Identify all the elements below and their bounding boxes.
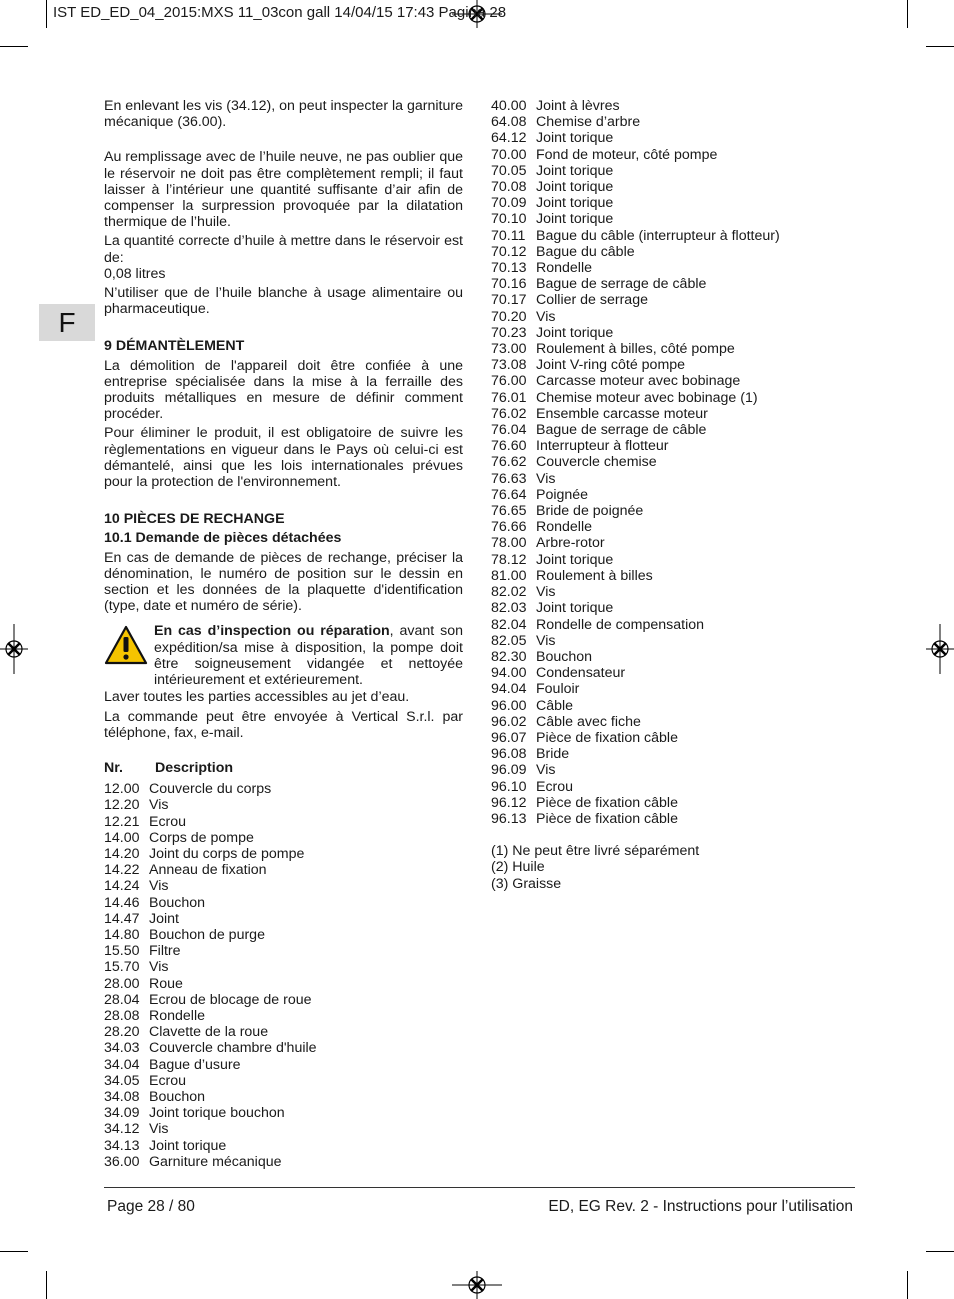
part-description: Bouchon <box>149 1088 206 1105</box>
part-number: 76.62 <box>491 454 527 471</box>
part-number: 34.08 <box>104 1088 140 1105</box>
warning-block <box>104 623 463 688</box>
part-description: Joint torique <box>536 551 614 568</box>
part-description: Rondelle <box>149 1007 206 1024</box>
parts-list <box>491 98 831 827</box>
crop-mark <box>0 1251 28 1252</box>
part-number: 14.47 <box>104 910 140 927</box>
part-number: 12.21 <box>104 813 140 830</box>
list-item <box>491 114 831 130</box>
part-description: Joint V-ring côté pompe <box>536 357 686 374</box>
crop-mark <box>907 0 908 28</box>
list-item <box>491 309 831 325</box>
part-description: Pièce de fixation câble <box>536 729 678 746</box>
list-item <box>491 633 831 649</box>
part-number: 73.00 <box>491 341 527 358</box>
part-description: Arbre-rotor <box>536 535 605 552</box>
list-item <box>104 1024 463 1040</box>
list-item <box>491 244 831 260</box>
part-description: Vis <box>149 797 169 814</box>
part-number: 76.00 <box>491 373 527 390</box>
paragraph: En cas de demande de pièces de rechange, préciser la dénomination, le numéro de position sur le dessin en section et les données de la plaquette d'identification (type, date et numéro de série). <box>104 549 463 615</box>
part-description: Roue <box>149 975 183 992</box>
list-item <box>104 1057 463 1073</box>
part-number: 96.13 <box>491 810 527 827</box>
list-item <box>491 779 831 795</box>
part-description: Joint torique <box>536 211 614 228</box>
list-item <box>104 814 463 830</box>
part-number: 70.09 <box>491 195 527 212</box>
part-number: 34.03 <box>104 1040 140 1057</box>
part-description: Collier de serrage <box>536 292 648 309</box>
part-description: Fouloir <box>536 681 580 698</box>
list-item <box>491 795 831 811</box>
part-number: 12.20 <box>104 797 140 814</box>
part-number: 34.04 <box>104 1056 140 1073</box>
part-description: Vis <box>536 470 556 487</box>
part-number: 96.09 <box>491 762 527 779</box>
part-number: 76.60 <box>491 438 527 455</box>
part-number: 76.02 <box>491 405 527 422</box>
part-number: 40.00 <box>491 98 527 114</box>
list-item <box>104 1040 463 1056</box>
paragraph: La démolition de l'appareil doit être confiée à une entreprise spécialisée dans la mise à la ferraille des produits métalliques en mesure de définir comment procéder. <box>104 357 463 423</box>
part-description: Filtre <box>149 943 181 960</box>
part-number: 94.00 <box>491 665 527 682</box>
part-number: 70.10 <box>491 211 527 228</box>
part-description: Joint torique <box>536 162 614 179</box>
part-number: 96.08 <box>491 746 527 763</box>
right-column <box>491 98 831 892</box>
part-description: Bride <box>536 746 570 763</box>
list-item <box>491 746 831 762</box>
part-number: 14.20 <box>104 845 140 862</box>
list-item <box>104 1073 463 1089</box>
paragraph: N’utiliser que de l’huile blanche à usage alimentaire ou pharmaceutique. <box>104 285 463 318</box>
list-item <box>491 503 831 519</box>
part-number: 64.12 <box>491 130 527 147</box>
column-header-description: Description <box>155 759 234 776</box>
list-item <box>491 341 831 357</box>
subsection-heading: 10.1 Demande de pièces détachées <box>104 530 342 547</box>
part-description: Carcasse moteur avec bobinage <box>536 373 741 390</box>
part-description: Chemise moteur avec bobinage (1) <box>536 389 758 406</box>
list-item <box>491 535 831 551</box>
part-number: 76.65 <box>491 503 527 520</box>
section-heading: 10 PIÈCES DE RECHANGE <box>104 511 285 528</box>
part-description: Couvercle chambre d'huile <box>149 1040 317 1057</box>
part-number: 70.00 <box>491 146 527 163</box>
part-description: Vis <box>149 1121 169 1138</box>
part-description: Joint torique <box>536 600 614 617</box>
list-item <box>491 179 831 195</box>
document-title: ED, EG Rev. 2 - Instructions pour l’utilisation <box>548 1198 853 1215</box>
part-description: Bride de poignée <box>536 503 644 520</box>
list-item <box>491 163 831 179</box>
list-item <box>491 600 831 616</box>
part-number: 12.00 <box>104 781 140 798</box>
list-item <box>491 406 831 422</box>
part-description: Joint torique <box>536 179 614 196</box>
part-number: 15.70 <box>104 959 140 976</box>
part-description: Anneau de fixation <box>149 862 267 879</box>
part-number: 70.05 <box>491 162 527 179</box>
registration-mark-icon <box>452 1271 502 1299</box>
part-number: 82.03 <box>491 600 527 617</box>
part-description: Vis <box>536 632 556 649</box>
part-number: 70.08 <box>491 179 527 196</box>
list-item <box>491 325 831 341</box>
part-description: Ecrou <box>149 813 187 830</box>
part-number: 70.11 <box>491 227 526 244</box>
part-number: 78.12 <box>491 551 527 568</box>
footnote: (1) Ne peut être livré séparément <box>491 843 700 860</box>
part-number: 70.20 <box>491 308 527 325</box>
part-number: 94.04 <box>491 681 527 698</box>
part-description: Couvercle du corps <box>149 781 272 798</box>
part-number: 96.10 <box>491 778 527 795</box>
list-item <box>491 390 831 406</box>
section-tab: F <box>39 304 95 341</box>
part-description: Corps de pompe <box>149 829 254 846</box>
registration-mark-icon <box>926 624 954 674</box>
list-item <box>104 1154 463 1170</box>
part-number: 70.13 <box>491 260 527 277</box>
part-description: Joint torique <box>536 324 614 341</box>
part-number: 34.12 <box>104 1121 140 1138</box>
paragraph: Au remplissage avec de l’huile neuve, ne pas oublier que le réservoir ne doit pas être complètement rempli; il faut laisser à l’intérieur une quantité suffisante d’air afin de compenser la surpression provoquée par la dilatation thermique de l’huile. <box>104 149 463 231</box>
footnote: (3) Graisse <box>491 875 562 892</box>
list-item <box>104 846 463 862</box>
paragraph: La commande peut être envoyée à Vertical S.r.l. par téléphone, fax, e-mail. <box>104 708 463 741</box>
list-item <box>491 698 831 714</box>
warning-triangle-icon <box>104 625 148 665</box>
part-description: Rondelle <box>536 260 593 277</box>
part-description: Couvercle chemise <box>536 454 657 471</box>
part-number: 70.12 <box>491 243 527 260</box>
part-description: Joint torique <box>536 130 614 147</box>
list-item <box>104 830 463 846</box>
list-item <box>491 730 831 746</box>
list-item <box>104 992 463 1008</box>
list-item <box>104 781 463 797</box>
list-item <box>491 487 831 503</box>
list-item <box>104 1121 463 1137</box>
part-number: 28.00 <box>104 975 140 992</box>
crop-mark <box>926 46 954 47</box>
part-description: Bague du câble (interrupteur à flotteur) <box>536 227 780 244</box>
part-description: Bague d’usure <box>149 1056 241 1073</box>
list-item <box>491 373 831 389</box>
part-number: 96.07 <box>491 729 527 746</box>
list-item <box>491 552 831 568</box>
paragraph: En enlevant les vis (34.12), on peut inspecter la garniture mécanique (36.00). <box>104 98 463 131</box>
list-item <box>491 471 831 487</box>
part-description: Vis <box>536 308 556 325</box>
warning-rest: , avant son expédition/sa mise à disposition, la pompe doit être soigneusement vidangée et nettoyée intérieurement et extérieurement. <box>154 623 463 689</box>
list-item <box>491 811 831 827</box>
part-description: Garniture mécanique <box>149 1153 282 1170</box>
part-description: Interrupteur à flotteur <box>536 438 669 455</box>
part-description: Roulement à billes <box>536 567 653 584</box>
list-item <box>491 454 831 470</box>
part-number: 76.64 <box>491 486 527 503</box>
left-column <box>104 98 463 1170</box>
crop-mark <box>46 1271 47 1299</box>
warning-bold: En cas d’inspection ou réparation <box>154 623 390 640</box>
list-item <box>104 862 463 878</box>
list-item <box>104 1008 463 1024</box>
list-item <box>104 1089 463 1105</box>
part-number: 96.02 <box>491 713 527 730</box>
part-description: Ecrou <box>536 778 574 795</box>
part-description: Clavette de la roue <box>149 1024 269 1041</box>
list-item <box>491 422 831 438</box>
list-item <box>104 976 463 992</box>
list-item <box>491 617 831 633</box>
paragraph: Laver toutes les parties accessibles au jet d’eau. <box>104 689 410 706</box>
part-description: Bouchon <box>149 894 206 911</box>
part-number: 82.05 <box>491 632 527 649</box>
part-number: 34.13 <box>104 1137 140 1154</box>
list-item <box>491 438 831 454</box>
list-item <box>491 584 831 600</box>
part-number: 28.20 <box>104 1024 140 1041</box>
part-description: Rondelle de compensation <box>536 616 704 633</box>
part-description: Vis <box>149 959 169 976</box>
printer-slug: IST ED_ED_04_2015:MXS 11_03con gall 14/04/15 17:43 Pagina 28 <box>53 4 507 21</box>
list-item <box>104 878 463 894</box>
part-number: 28.04 <box>104 991 140 1008</box>
part-description: Rondelle <box>536 519 593 536</box>
list-item <box>491 519 831 535</box>
part-description: Condensateur <box>536 665 626 682</box>
part-number: 70.16 <box>491 276 527 293</box>
part-description: Bague du câble <box>536 243 635 260</box>
part-number: 96.00 <box>491 697 527 714</box>
part-description: Pièce de fixation câble <box>536 794 678 811</box>
part-number: 14.46 <box>104 894 140 911</box>
part-number: 36.00 <box>104 1153 140 1170</box>
part-number: 14.22 <box>104 862 140 879</box>
part-description: Joint torique <box>149 1137 227 1154</box>
part-number: 82.02 <box>491 584 527 601</box>
part-description: Ecrou de blocage de roue <box>149 991 312 1008</box>
part-number: 34.09 <box>104 1105 140 1122</box>
list-item <box>491 568 831 584</box>
list-item <box>491 665 831 681</box>
part-number: 70.23 <box>491 324 527 341</box>
part-number: 76.63 <box>491 470 527 487</box>
paragraph: Pour éliminer le produit, il est obligatoire de suivre les règlementations en vigueur dans le Pays où celui-ci est démantelé, ainsi que les lois internationales prévues pour la protection de l'environnement. <box>104 425 463 491</box>
part-number: 73.08 <box>491 357 527 374</box>
list-item <box>491 714 831 730</box>
paragraph: 0,08 litres <box>104 265 166 282</box>
part-number: 76.66 <box>491 519 527 536</box>
part-number: 70.17 <box>491 292 527 309</box>
part-description: Joint <box>149 910 179 927</box>
list-item <box>104 927 463 943</box>
part-description: Câble avec fiche <box>536 713 641 730</box>
crop-mark <box>46 0 47 28</box>
registration-mark-icon <box>0 624 28 674</box>
warning-text <box>104 623 463 688</box>
parts-table-header <box>104 760 463 776</box>
list-item <box>104 911 463 927</box>
parts-list <box>104 781 463 1170</box>
paragraph: La quantité correcte d’huile à mettre dans le réservoir est de: <box>104 233 463 266</box>
list-item <box>491 98 831 114</box>
part-description: Roulement à billes, côté pompe <box>536 341 735 358</box>
list-item <box>491 130 831 146</box>
part-number: 76.01 <box>491 389 527 406</box>
crop-mark <box>0 46 28 47</box>
crop-mark <box>907 1271 908 1299</box>
part-description: Poignée <box>536 486 589 503</box>
part-number: 81.00 <box>491 567 527 584</box>
list-item <box>104 959 463 975</box>
list-item <box>491 292 831 308</box>
part-number: 96.12 <box>491 794 527 811</box>
section-heading: 9 DÉMANTÈLEMENT <box>104 338 245 355</box>
page-number: Page 28 / 80 <box>107 1198 195 1215</box>
part-description: Bouchon <box>536 648 593 665</box>
part-number: 14.24 <box>104 878 140 895</box>
list-item <box>104 1138 463 1154</box>
part-description: Joint torique <box>536 195 614 212</box>
part-description: Joint torique bouchon <box>149 1105 285 1122</box>
list-item <box>104 1105 463 1121</box>
list-item <box>491 147 831 163</box>
part-number: 28.08 <box>104 1007 140 1024</box>
part-number: 78.00 <box>491 535 527 552</box>
list-item <box>491 195 831 211</box>
list-item <box>491 228 831 244</box>
list-item <box>104 943 463 959</box>
part-description: Ensemble carcasse moteur <box>536 405 708 422</box>
part-description: Vis <box>149 878 169 895</box>
part-description: Chemise d’arbre <box>536 114 641 131</box>
part-description: Vis <box>536 584 556 601</box>
part-description: Vis <box>536 762 556 779</box>
list-item <box>491 211 831 227</box>
footer-rule <box>104 1187 855 1188</box>
part-description: Pièce de fixation câble <box>536 810 678 827</box>
part-number: 14.80 <box>104 926 140 943</box>
crop-mark <box>926 1251 954 1252</box>
footnotes-list <box>491 843 831 892</box>
list-item <box>491 276 831 292</box>
list-item <box>104 895 463 911</box>
list-item <box>491 357 831 373</box>
part-number: 82.04 <box>491 616 527 633</box>
part-description: Joint du corps de pompe <box>149 845 305 862</box>
column-header-nr: Nr. <box>104 759 123 776</box>
list-item <box>491 762 831 778</box>
part-number: 82.30 <box>491 648 527 665</box>
part-description: Bague de serrage de câble <box>536 276 707 293</box>
part-description: Câble <box>536 697 574 714</box>
part-number: 14.00 <box>104 829 140 846</box>
part-description: Joint à lèvres <box>536 98 620 114</box>
part-number: 64.08 <box>491 114 527 131</box>
part-number: 76.04 <box>491 422 527 439</box>
list-item <box>491 260 831 276</box>
part-description: Bague de serrage de câble <box>536 422 707 439</box>
part-description: Fond de moteur, côté pompe <box>536 146 718 163</box>
part-number: 34.05 <box>104 1072 140 1089</box>
list-item <box>491 681 831 697</box>
list-item <box>491 649 831 665</box>
part-number: 15.50 <box>104 943 140 960</box>
part-description: Bouchon de purge <box>149 926 265 943</box>
list-item <box>104 797 463 813</box>
footnote: (2) Huile <box>491 859 545 876</box>
part-description: Ecrou <box>149 1072 187 1089</box>
